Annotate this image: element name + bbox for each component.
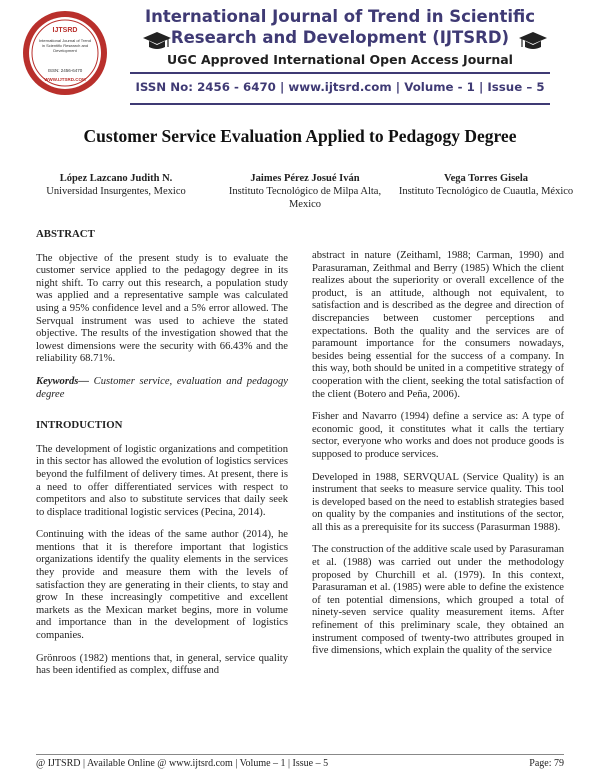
journal-name-line-2: Research and Development (IJTSRD)	[170, 28, 510, 47]
right-column	[312, 250, 564, 668]
keywords	[36, 376, 288, 401]
journal-name-line-1: International Journal of Trend in Scientific	[144, 7, 536, 26]
header-divider	[130, 72, 550, 74]
author-affiliation: Instituto Tecnológico de Cuautla, México	[398, 186, 574, 197]
footer-journal-info: @ IJTSRD | Available Online @ www.ijtsrd.com | Volume – 1 | Issue – 5	[36, 758, 329, 769]
author-block	[220, 172, 390, 211]
author-block	[396, 172, 576, 198]
body-paragraph: Continuing with the ideas of the same author (2014), he mentions that it is therefore important that logistics organizations identify the quality elements in the services they provide and measure them with the levels of satisfaction they are generating in their clients, to stay and grow In these increasingly competitive and excellent markets as the Mexican market begins, more in volume and importance than in the development of logistics companies.	[36, 529, 288, 642]
body-paragraph: The development of logistic organizations and competition in this sector has allowed the evolution of logistics services beyond the fulfilment of delivery times. At present, there is a need to offer differentiated services with respect to competitors and also to substitute services that daily seek to displace traditional logistic services (Pecina, 2014).	[36, 443, 288, 518]
paper-title: Customer Service Evaluation Applied to Pedagogy Degree	[83, 126, 517, 146]
graduation-cap-icon	[142, 30, 172, 52]
logo-top-text: IJTSRD	[52, 27, 78, 34]
introduction-heading: INTRODUCTION	[36, 419, 123, 432]
body-paragraph: Developed in 1988, SERVQUAL (Service Quality) is an instrument that seeks to measure service quality. This tool is developed based on the need to establish strategies based on quality by the companies and institutions of the sector, all this as a prerequisite for its success (Parasurman 1988).	[312, 471, 564, 533]
body-paragraph: Fisher and Navarro (1994) define a service as: A type of economic good, it constitutes what it calls the tertiary sector, everyone who works and does not produce goods is supposed to produce services.	[312, 411, 564, 460]
journal-name	[130, 6, 550, 48]
issn-line: ISSN No: 2456 - 6470 | www.ijtsrd.com | Volume - 1 | Issue – 5	[135, 80, 545, 94]
author-name: López Lazcano Judith N.	[59, 173, 173, 184]
author-affiliation: Instituto Tecnológico de Milpa Alta, Mexico	[228, 186, 382, 210]
author-name: Jaimes Pérez Josué Iván	[250, 173, 360, 184]
footer-divider	[36, 754, 564, 755]
body-paragraph: The construction of the additive scale used by Parasuraman et al. (1988) was carried out under the methodology proposed by Churchill et al. (1979). In this context, Parasuraman et al. (1985) were able to define the existence of ten potential dimensions, which grouped a total of ninety-seven service quality measurement items. After refinement of this preliminary scale, they obtained an instrument composed of twenty-two attributes grouped in five dimensions, which explain the quality of the service	[312, 544, 564, 657]
abstract-heading: ABSTRACT	[36, 228, 95, 240]
left-column	[36, 228, 288, 688]
author-affiliation: Universidad Insurgentes, Mexico	[46, 186, 186, 197]
logo-center-text: International Journal of Trend in Scientific Research and Development	[38, 38, 92, 53]
page-number: Page: 79	[529, 758, 564, 769]
header-divider	[130, 103, 550, 105]
author-block	[26, 172, 206, 198]
journal-header	[0, 0, 600, 112]
graduation-cap-icon	[518, 30, 548, 52]
body-paragraph: abstract in nature (Zeithaml, 1988; Carman, 1990) and Parasuraman, Zeithmal and Berry (1985) Which the client realizes about the superiority or overall excellence of the product, is an attitude, although not equivalent, to satisfaction and is described as the degree and direction of discrepancies between customer perceptions and expectations. Both the quality and the services are of paramount importance for the consumers nowadays, besides being essential for the success of a company. In this way, both should be united in a competitive strategy of cooperation with the client, seeking the total satisfaction of the client (Botero and Peña, 2006).	[312, 250, 564, 400]
keywords-label: Keywords—	[36, 375, 89, 387]
logo-bottom-text: WWW.IJTSRD.COM	[44, 77, 86, 82]
abstract-text: The objective of the present study is to evaluate the customer service applied to the pedagogy degree in its night shift. To carry out this research, a population study was applied and a representative sample was calculated using a 95% confidence level and a 5% error allowed. The Servqual instrument was used to achieve the stated objective. The results of the investigation showed that the lowest dimensions were the security with 66.43% and the reliability 68.71%.	[36, 252, 288, 365]
body-paragraph: Grönroos (1982) mentions that, in general, service quality has been identified as complex, diffuse and	[36, 652, 288, 677]
author-name: Vega Torres Gisela	[443, 173, 528, 184]
ugc-approval-line: UGC Approved International Open Access Journal	[167, 52, 513, 67]
journal-logo	[20, 8, 110, 98]
logo-issn-text: ISSN: 2456-6470	[47, 68, 83, 73]
keywords-text: Customer service, evaluation and pedagogy degree	[36, 375, 288, 400]
